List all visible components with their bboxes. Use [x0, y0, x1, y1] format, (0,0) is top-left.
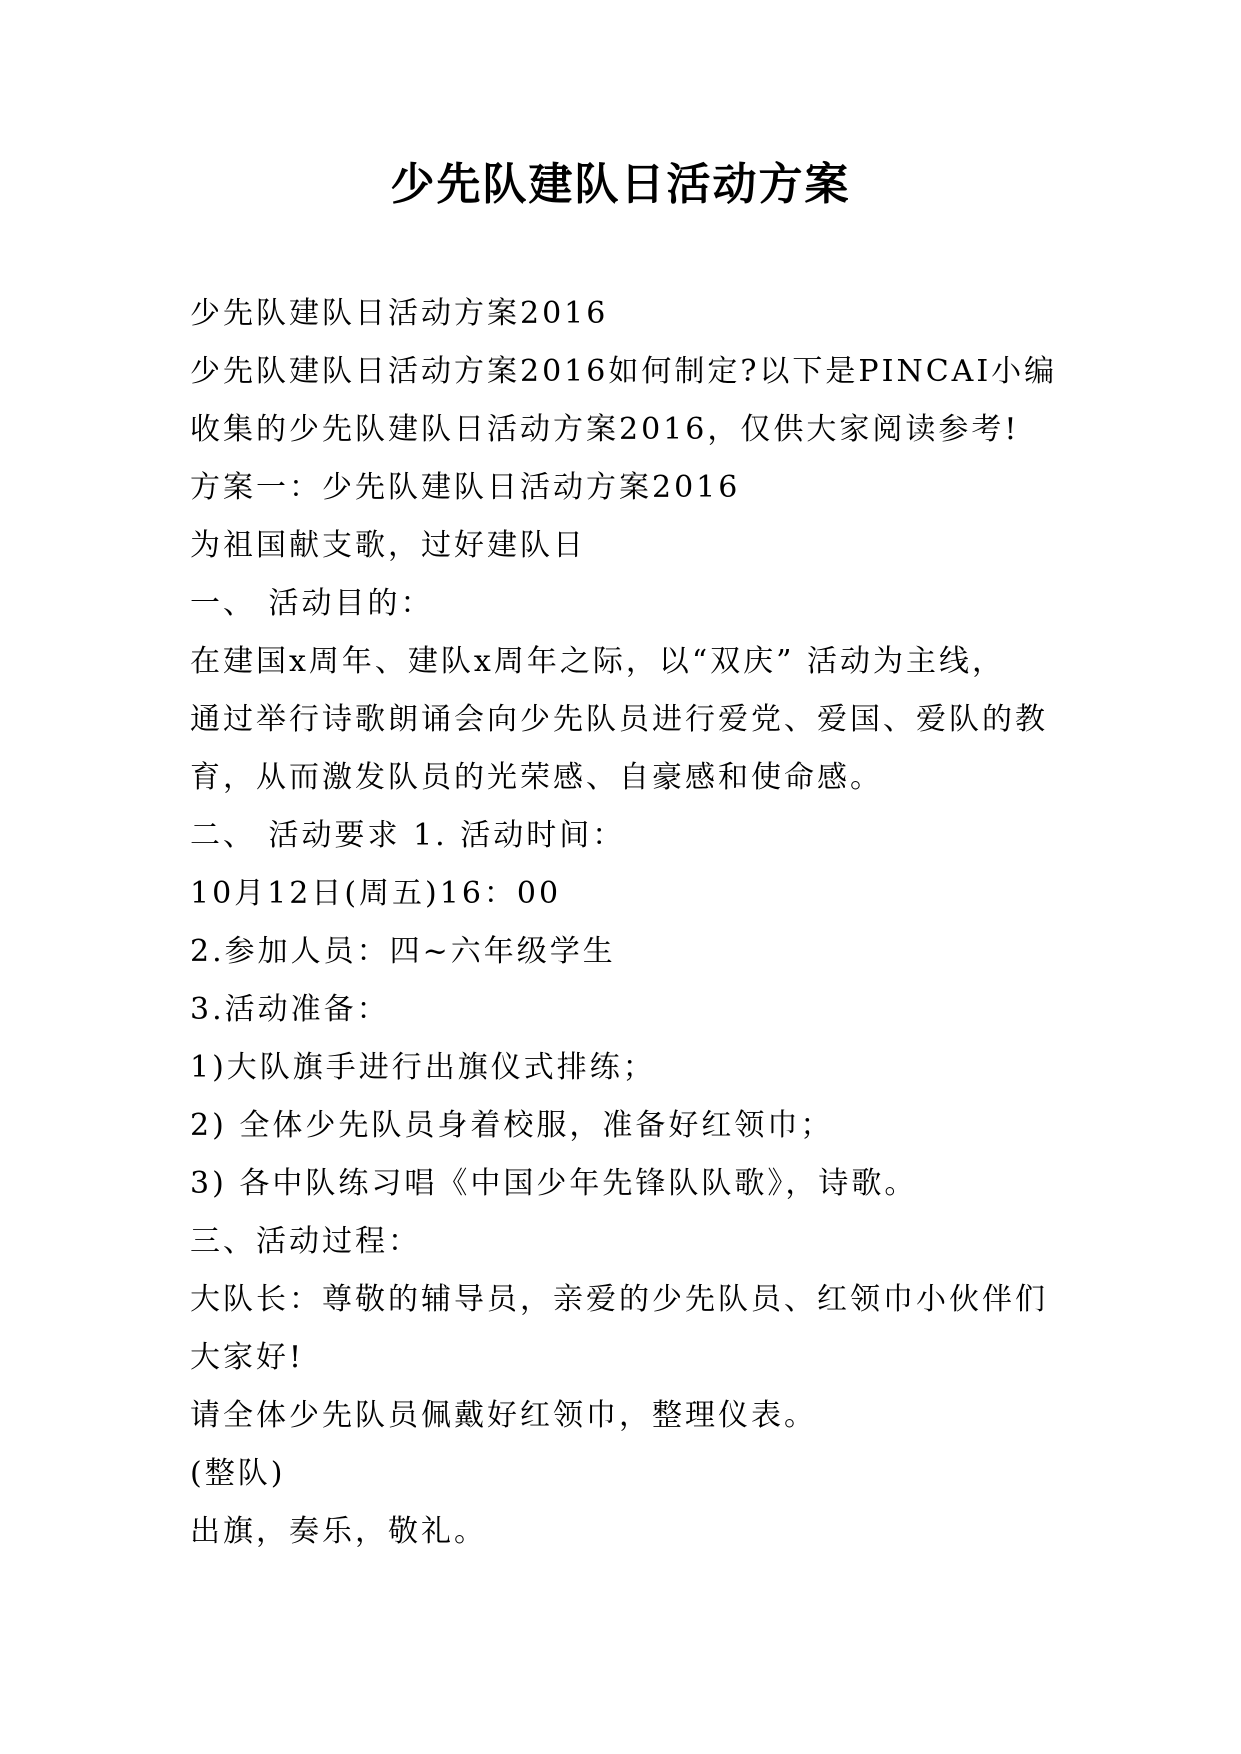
paragraph-line: 出旗，奏乐，敬礼。: [190, 1514, 487, 1549]
paragraph-line: 2) 全体少先队员身着校服，准备好红领巾；: [190, 1108, 834, 1143]
paragraph-line: 二、 活动要求 1. 活动时间：: [190, 818, 626, 853]
paragraph-line: 育，从而激发队员的光荣感、自豪感和使命感。: [190, 760, 883, 795]
paragraph-line: 1)大队旗手进行出旗仪式排练；: [190, 1050, 656, 1085]
paragraph-line: 请全体少先队员佩戴好红领巾，整理仪表。: [190, 1398, 817, 1433]
paragraph-line: 一、 活动目的：: [190, 586, 434, 621]
document-body: [190, 285, 1070, 1561]
paragraph-line: 3) 各中队练习唱《中国少年先锋队队歌》，诗歌。: [190, 1166, 918, 1201]
paragraph-line: (整队): [190, 1456, 286, 1491]
document-title: 少先队建队日活动方案: [390, 159, 851, 210]
paragraph-line: 通过举行诗歌朗诵会向少先队员进行爱党、爱国、爱队的教: [190, 702, 1048, 737]
paragraph-line: 在建国x周年、建队x周年之际，以“双庆” 活动为主线，: [190, 644, 1006, 679]
paragraph-line: 2.参加人员：四~六年级学生: [190, 934, 616, 969]
paragraph-line: 为祖国献支歌，过好建队日: [190, 528, 586, 563]
paragraph-line: 3.活动准备：: [190, 992, 390, 1027]
paragraph-line: 大队长：尊敬的辅导员，亲爱的少先队员、红领巾小伙伴们: [190, 1282, 1048, 1317]
paragraph-line: 收集的少先队建队日活动方案2016，仅供大家阅读参考!: [190, 412, 1020, 447]
paragraph-line: 大家好!: [190, 1340, 305, 1375]
paragraph-line: 10月12日(周五)16：00: [190, 876, 562, 911]
paragraph-line: 少先队建队日活动方案2016: [190, 296, 609, 331]
paragraph-line: 少先队建队日活动方案2016如何制定?以下是PINCAI小编: [190, 354, 1058, 389]
paragraph-line: 方案一：少先队建队日活动方案2016: [190, 470, 741, 505]
paragraph-line: 三、活动过程：: [190, 1224, 421, 1259]
